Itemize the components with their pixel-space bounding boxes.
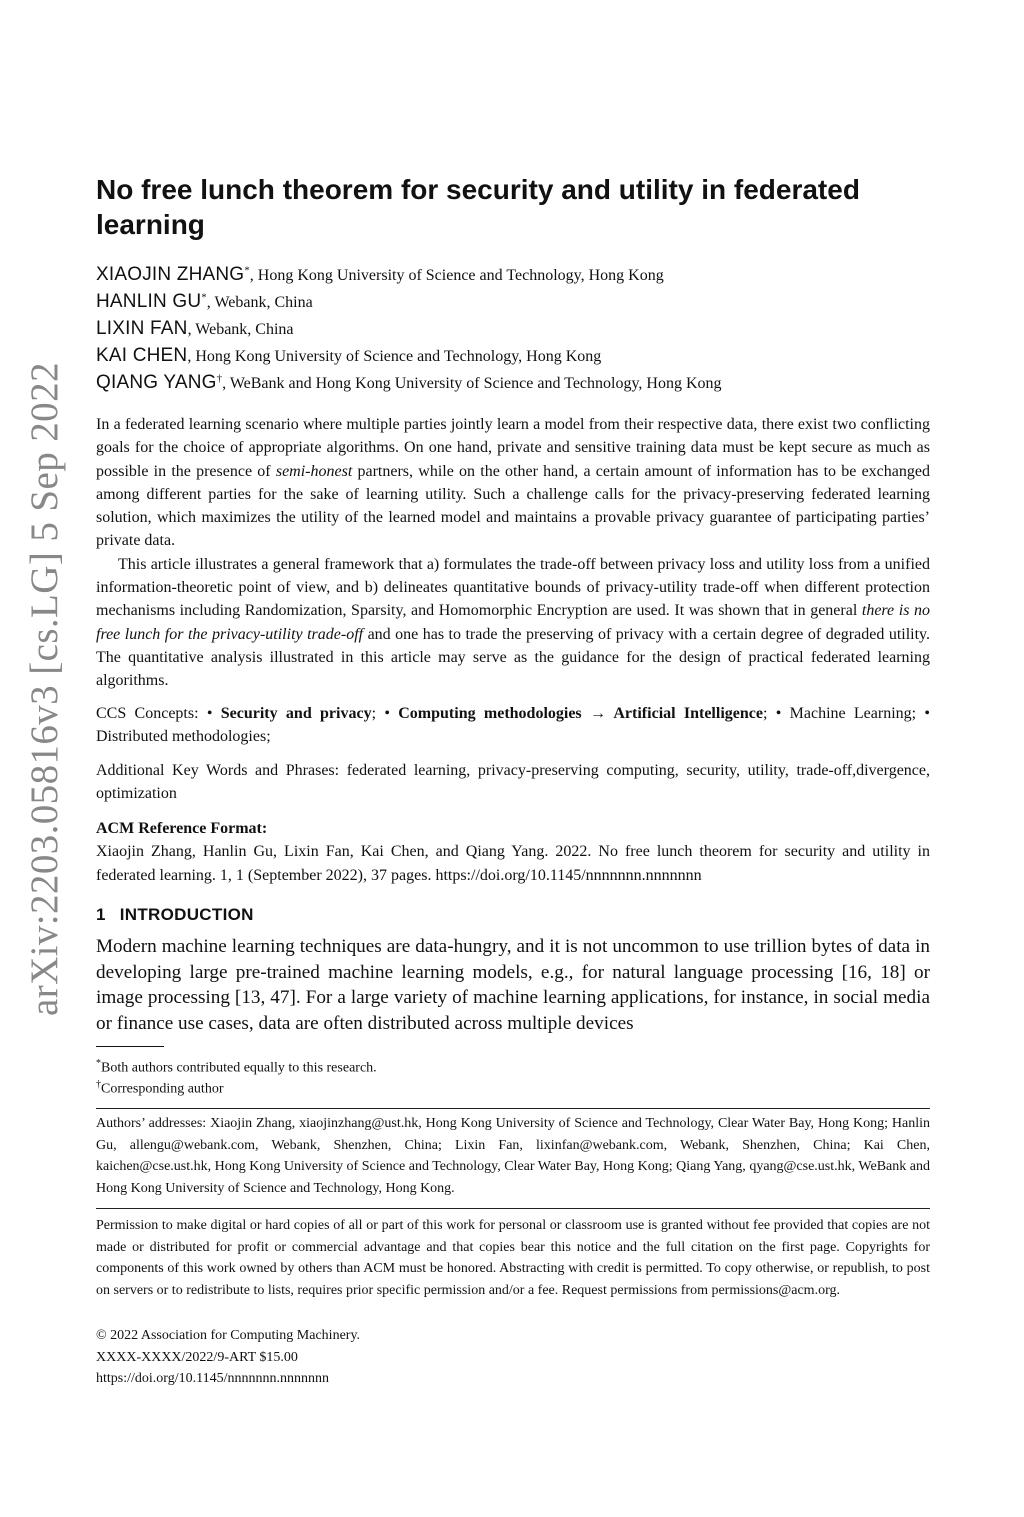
abstract-paragraph-2 [96, 553, 930, 693]
divider [96, 1208, 930, 1209]
abstract-emphasis: there is no free lunch for the privacy-utility trade-off [96, 602, 931, 643]
section-title: INTRODUCTION [119, 905, 254, 924]
abstract-paragraph-1 [96, 413, 930, 553]
footnote-mark: † [96, 1079, 101, 1090]
ccs-concept: Security and privacy [220, 705, 372, 722]
abstract-emphasis: semi-honest [275, 462, 353, 480]
author-mark: * [201, 291, 207, 304]
author-line [96, 318, 936, 345]
author-affiliation: , WeBank and Hong Kong University of Science and Technology, Hong Kong [222, 375, 722, 392]
abstract-text: and one has to trade the preserving of privacy with a certain degree of degraded utility. The quantitative analysis illustrated in this article may serve as the guidance for the design of practical federated learning algorithms. [96, 625, 931, 690]
author-name: HANLIN GU [96, 291, 202, 312]
ccs-separator: ; • [371, 705, 399, 722]
ccs-concept: Computing methodologies → Artificial Intelligence [398, 705, 763, 722]
acm-reference [96, 817, 930, 887]
abstract-text: In a federated learning scenario where multiple parties jointly learn a model from their respective data, there exist two conflicting goals for the choice of appropriate algorithms. On one hand, private and sensitive training data must be kept secure as much as possible in the presence of [96, 416, 930, 480]
divider [96, 1108, 930, 1109]
author-mark: * [244, 264, 250, 277]
author-name: XIAOJIN ZHANG [96, 264, 245, 285]
paper-title: No free lunch theorem for security and utility in federated learning [96, 174, 860, 240]
author-name: QIANG YANG [96, 372, 217, 393]
abstract [96, 413, 930, 693]
author-line [96, 345, 936, 372]
footnote-rule [96, 1046, 164, 1047]
author-mark: † [216, 372, 223, 385]
author-affiliation: , Webank, China [206, 294, 313, 311]
ccs-prefix: CCS Concepts: • [96, 705, 221, 722]
author-addresses: Authors’ addresses: Xiaojin Zhang, xiaojinzhang@ust.hk, Hong Kong University of Science and Technology, Clear Water Bay, Hong Kong; Hanlin Gu, allengu@webank.com, Webank, Shenzhen, China; Lixin Fan, lixinfan@webank.com, Webank, Shenzhen, China; Kai Chen, kaichen@cse.ust.hk, Hong Kong University of Science and Technology, Clear Water Bay, Hong Kong; Qiang Yang, qyang@cse.ust.hk, WeBank and Hong Kong University of Science and Technology, Hong Kong. [96, 1116, 930, 1196]
issn-line: XXXX-XXXX/2022/9-ART $15.00 [96, 1350, 298, 1365]
author-line [96, 372, 936, 399]
author-line [96, 264, 936, 291]
arxiv-identifier: arXiv:2203.05816v3 [cs.LG] 5 Sep 2022 [23, 362, 66, 1016]
author-affiliation: , Hong Kong University of Science and Technology, Hong Kong [249, 267, 664, 284]
section-heading [96, 905, 254, 925]
abstract-text: This article illustrates a general framework that a) formulates the trade-off between privacy loss and utility loss from a unified information-theoretic point of view, and b) delineates quantitative bounds of privacy-utility trade-off when different protection mechanisms including Randomization, Sparsity, and Homomorphic Encryption are used. It was shown that in general [96, 555, 930, 620]
author-affiliation: , Hong Kong University of Science and Technology, Hong Kong [187, 348, 602, 365]
section-number: 1 [96, 905, 106, 924]
author-list [96, 264, 936, 399]
doi-link[interactable]: https://doi.org/10.1145/nnnnnnn.nnnnnnn [96, 1371, 329, 1386]
footnote-text: Corresponding author [101, 1081, 224, 1097]
ccs-rest: ; • Machine Learning; • Distributed methodologies; [96, 705, 931, 746]
arxiv-side-stamp [22, 362, 66, 1017]
author-affiliation: , Webank, China [187, 321, 294, 338]
keywords: Additional Key Words and Phrases: federated learning, privacy-preserving computing, security, utility, trade-off,divergence, optimization [96, 762, 930, 803]
acm-reference-text: Xiaojin Zhang, Hanlin Gu, Lixin Fan, Kai Chen, and Qiang Yang. 2022. No free lunch theorem for security and utility in federated learning. 1, 1 (September 2022), 37 pages. https://doi.org/10.1145/nnnnnnn.nnnnnnn [96, 843, 930, 884]
introduction-text: Modern machine learning techniques are data-hungry, and it is not uncommon to use trillion bytes of data in developing large pre-trained machine learning models, e.g., for natural language processing [16, 18] or image processing [13, 47]. For a large variety of machine learning applications, for instance, in social media or finance use cases, data are often distributed across multiple devices [96, 936, 930, 1034]
abstract-text: partners, while on the other hand, a certain amount of information has to be exchanged among different parties for the sake of learning utility. Such a challenge calls for the privacy-preserving federated learning solution, which maximizes the utility of the learned model and maintains a provable privacy guarantee of participating parties’ private data. [96, 462, 930, 550]
author-name: KAI CHEN [96, 345, 188, 366]
footnote [96, 1074, 930, 1100]
footnote-mark: * [96, 1058, 101, 1069]
author-name: LIXIN FAN [96, 318, 188, 339]
ccs-concepts [96, 702, 930, 749]
copyright-line: © 2022 Association for Computing Machinery. [96, 1328, 361, 1343]
footnote-text: Both authors contributed equally to this research. [101, 1060, 377, 1076]
author-line [96, 291, 936, 318]
permission-notice: Permission to make digital or hard copies of all or part of this work for personal or classroom use is granted without fee provided that copies are not made or distributed for profit or commercial advantage and that copies bear this notice and the full citation on the first page. Copyrights for components of this work owned by others than ACM must be honored. Abstracting with credit is permitted. To copy otherwise, or republish, to post on servers or to redistribute to lists, requires prior specific permission and/or a fee. Request permissions from permissions@acm.org. [96, 1218, 930, 1298]
acm-reference-label: ACM Reference Format: [96, 820, 268, 837]
